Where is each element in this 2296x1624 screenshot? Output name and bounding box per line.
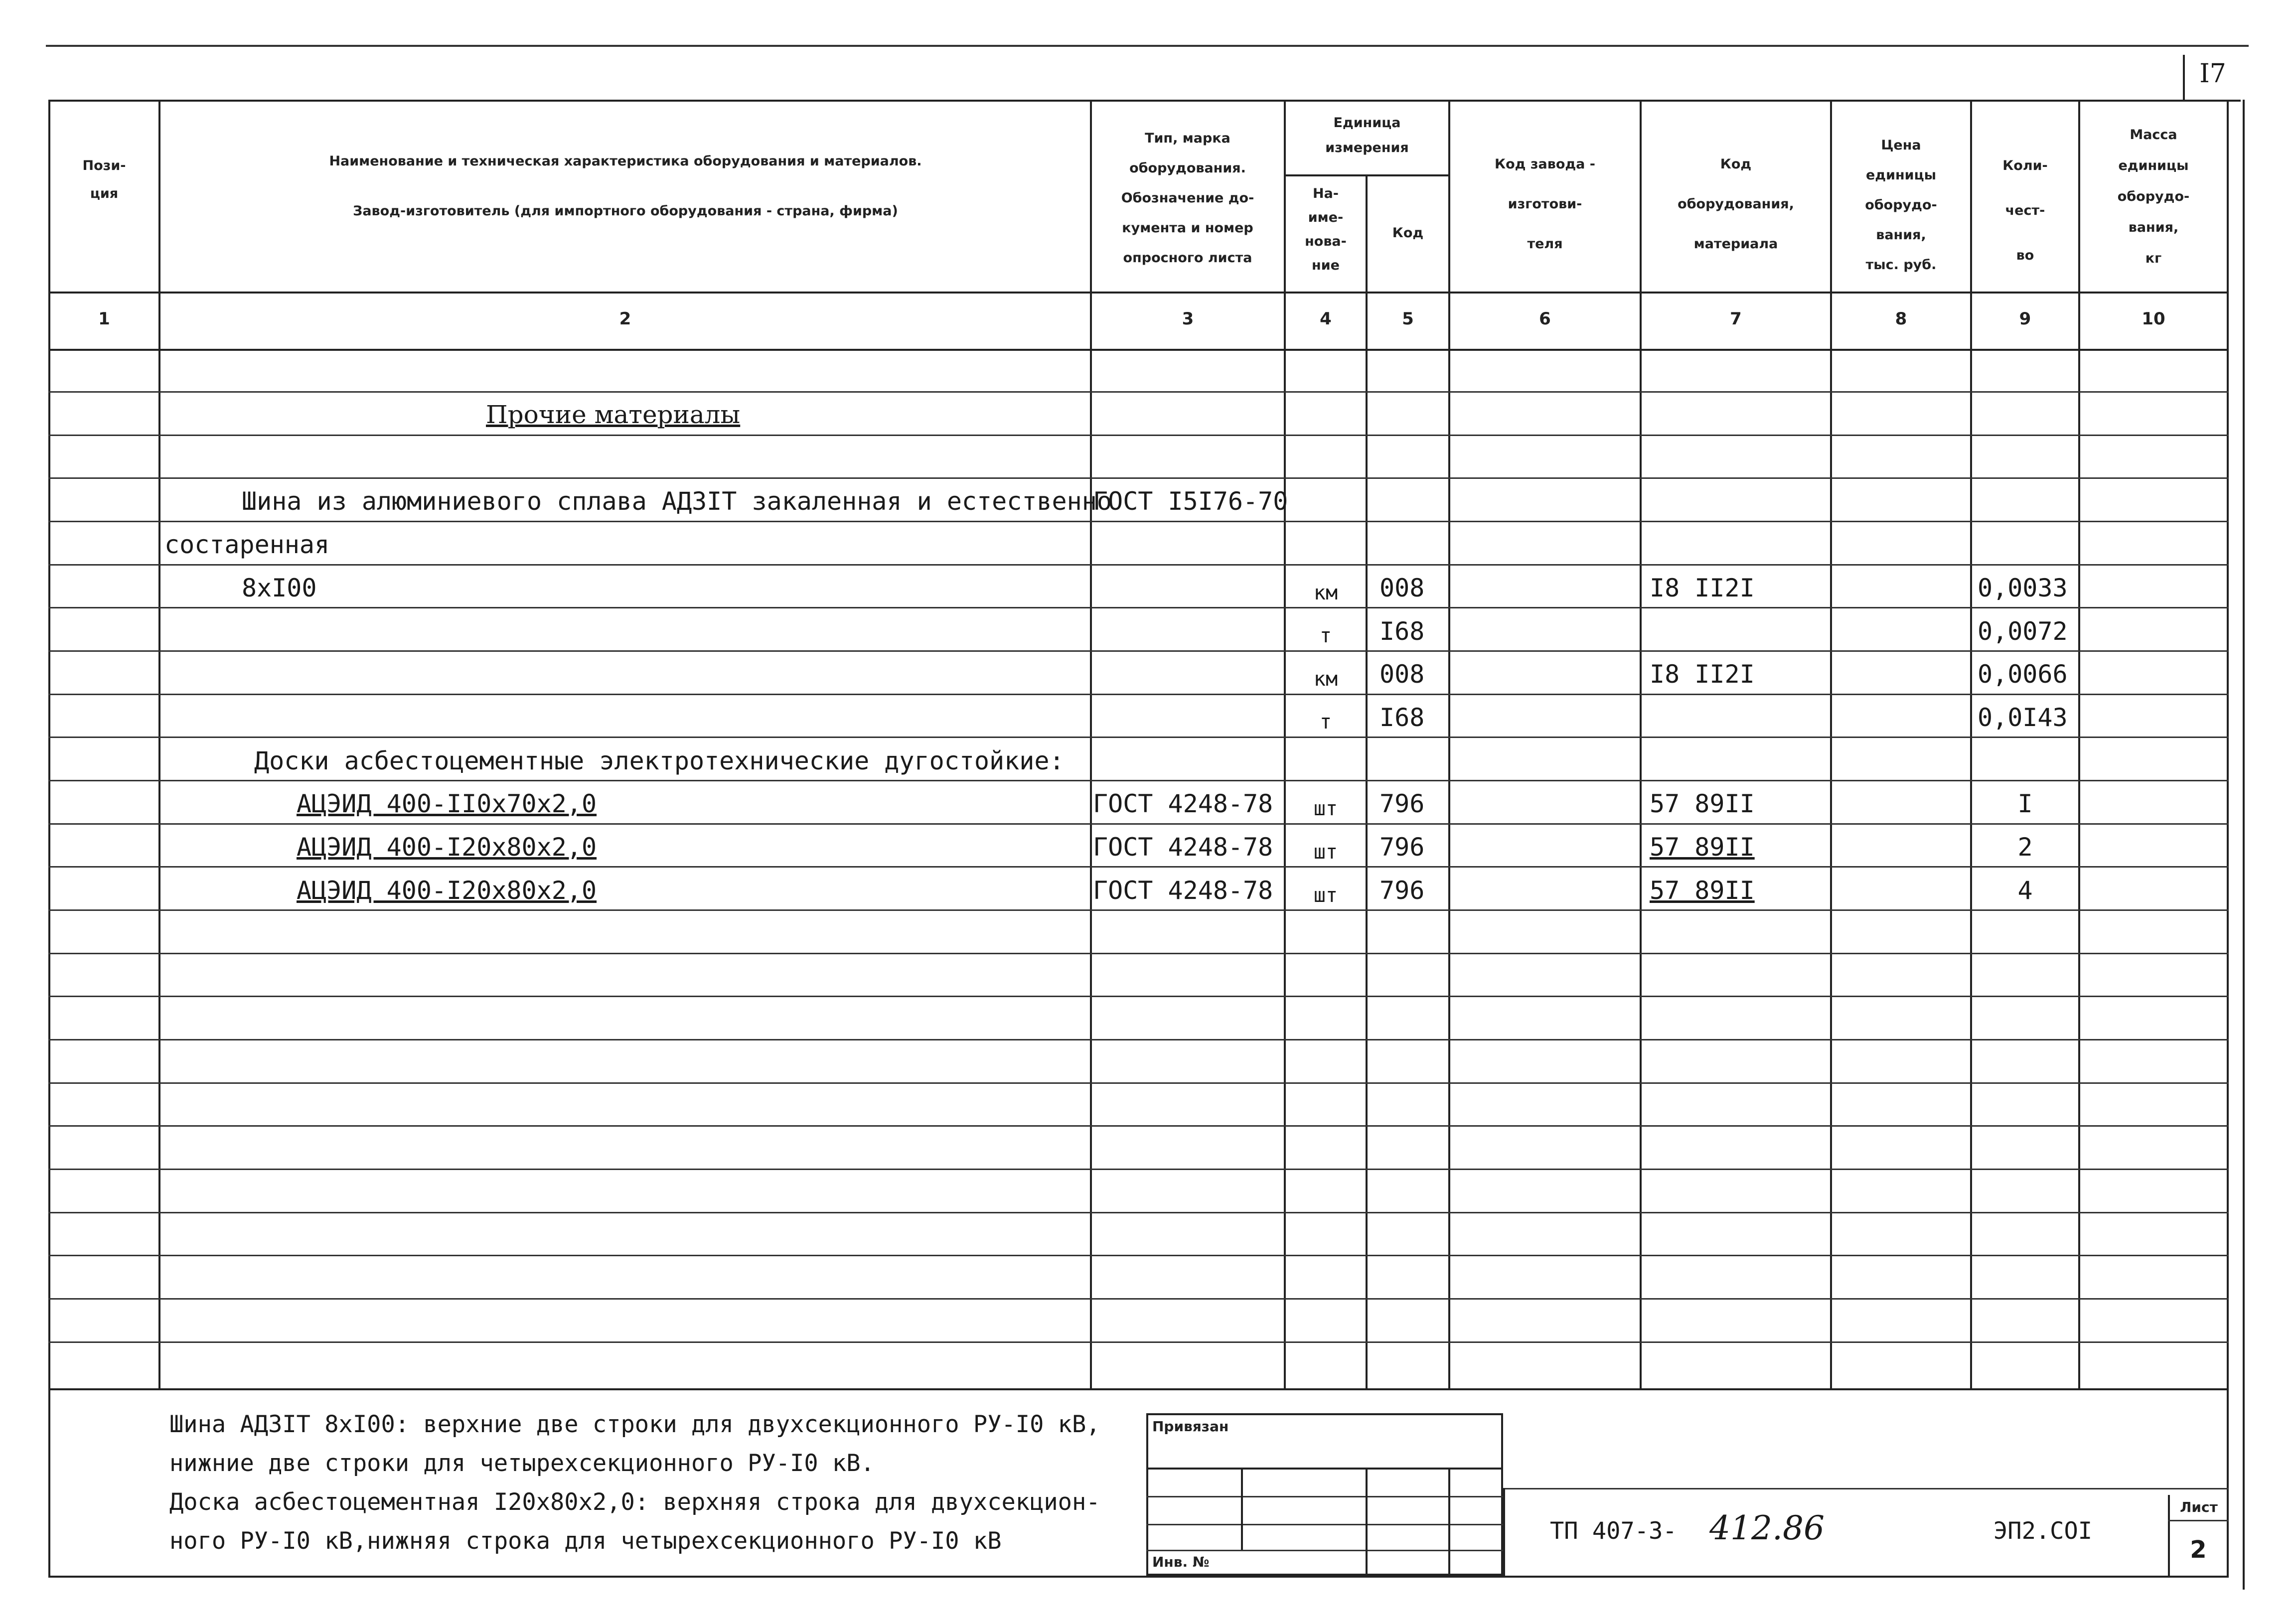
item-quantity: 0,0I43 <box>1978 703 2068 732</box>
frame-right <box>2227 100 2229 1578</box>
col-number-6: 6 <box>1539 309 1551 329</box>
unit-group-divider <box>1284 174 1450 176</box>
numbers-bottom <box>48 349 2229 351</box>
col-number-5: 5 <box>1402 309 1414 329</box>
row-line <box>48 607 2229 608</box>
row-line <box>48 780 2229 781</box>
footer-note-line: Шина АДЗIТ 8хI00: верхние две строки для двухсекционного РУ-I0 кВ, <box>169 1411 1100 1438</box>
item-name: Доски асбестоцементные электротехнические дугостойкие: <box>254 746 1065 775</box>
row-line <box>48 694 2229 695</box>
section-title: Прочие материалы <box>486 400 741 429</box>
row-line <box>48 521 2229 522</box>
item-name: АЦЭИД 400-I20х80х2,0 <box>297 833 597 862</box>
item-code: I68 <box>1379 703 1425 732</box>
footer-note-line: нижние две строки для четырехсекционного РУ-I0 кВ. <box>169 1450 875 1477</box>
col-number-4: 4 <box>1320 309 1332 329</box>
sheet-value: 2 <box>2190 1536 2207 1564</box>
footer-note-line: ного РУ-I0 кВ,нижняя строка для четырехсекционного РУ-I0 кВ <box>169 1527 1002 1555</box>
item-name: состаренная <box>164 530 330 559</box>
stamp-divider <box>1366 1468 1368 1576</box>
row-line <box>48 953 2229 954</box>
row-line <box>48 1212 2229 1213</box>
header-type-doc: Тип, марка оборудования. Обозначение до- кумента и номер опросного листа <box>1121 131 1254 266</box>
title-row-line <box>1503 1488 2229 1489</box>
item-quantity: I <box>2017 789 2033 818</box>
table-body-bottom <box>48 1388 2229 1390</box>
item-code: 008 <box>1379 574 1425 602</box>
header-unit-group: Единица измерения <box>1325 115 1409 155</box>
item-doc: ГОСТ 4248-78 <box>1093 789 1273 818</box>
sheet-label: Лист <box>2180 1499 2218 1515</box>
row-line <box>48 996 2229 997</box>
col-number-10: 10 <box>2142 309 2165 329</box>
row-line <box>48 1298 2229 1300</box>
row-line <box>48 1082 2229 1084</box>
header-factory-code: Код завода - изготови- теля <box>1495 156 1595 252</box>
row-line <box>48 564 2229 566</box>
row-line <box>48 1341 2229 1343</box>
item-unit: т <box>1319 711 1332 734</box>
header-name-line2: Завод-изготовитель (для импортного оборудования - страна, фирма) <box>353 203 898 219</box>
row-line <box>48 1255 2229 1256</box>
document-number-prefix: ТП 407-3- <box>1550 1517 1677 1545</box>
item-code: 008 <box>1379 660 1425 689</box>
header-unit-name: На- име- нова- ние <box>1305 186 1347 273</box>
item-quantity: 2 <box>2017 833 2033 862</box>
item-name: АЦЭИД 400-I20х80х2,0 <box>297 876 597 905</box>
item-doc: ГОСТ I5I76-70 <box>1093 487 1288 516</box>
row-line <box>48 477 2229 479</box>
row-line <box>48 435 2229 436</box>
item-code: 796 <box>1379 833 1425 862</box>
item-name: Шина из алюминиевого сплава АДЗIТ закаленная и естественно <box>242 487 1112 516</box>
stamp-inv-label: Инв. № <box>1152 1554 1210 1570</box>
item-name: АЦЭИД 400-II0х70х2,0 <box>297 789 597 818</box>
item-code: I68 <box>1379 617 1425 646</box>
header-price: Цена единицы оборудо- вания, тыс. руб. <box>1865 138 1937 273</box>
row-line <box>48 391 2229 393</box>
row-line <box>48 650 2229 652</box>
item-material-code: 57 89II <box>1650 789 1755 818</box>
item-quantity: 4 <box>2017 876 2033 905</box>
header-material-code: Код оборудования, материала <box>1678 156 1794 252</box>
header-quantity: Коли- чест- во <box>2002 158 2048 263</box>
item-unit: шт <box>1313 797 1338 820</box>
item-code: 796 <box>1379 876 1425 905</box>
item-material-code: 57 89II <box>1650 876 1755 905</box>
row-line <box>48 823 2229 825</box>
header-position: Пози- ция <box>82 158 126 201</box>
item-code: 796 <box>1379 789 1425 818</box>
document-code: ЭП2.СОI <box>1993 1517 2093 1545</box>
row-line <box>48 909 2229 911</box>
item-doc: ГОСТ 4248-78 <box>1093 833 1273 862</box>
header-unit-code: Код <box>1392 225 1424 241</box>
top-rule <box>46 45 2249 47</box>
item-unit: км <box>1313 668 1338 691</box>
document-number-handwritten: 412.86 <box>1709 1509 1825 1547</box>
item-material-code: I8 II2I <box>1650 660 1755 689</box>
sheet-number: I7 <box>2199 59 2226 89</box>
footer-note-line: Доска асбестоцементная I20х80х2,0: верхняя строка для двухсекцион- <box>169 1488 1100 1516</box>
item-unit: т <box>1319 624 1332 647</box>
item-unit: шт <box>1313 884 1338 907</box>
item-quantity: 0,0033 <box>1978 574 2068 602</box>
row-line <box>48 1039 2229 1040</box>
item-quantity: 0,0072 <box>1978 617 2068 646</box>
col-number-8: 8 <box>1895 309 1907 329</box>
frame-bottom <box>48 1576 2229 1578</box>
table-top-border <box>48 100 2229 102</box>
item-unit: км <box>1313 582 1338 604</box>
item-doc: ГОСТ 4248-78 <box>1093 876 1273 905</box>
col-number-1: 1 <box>98 309 110 329</box>
row-line <box>48 737 2229 738</box>
col-number-9: 9 <box>2019 309 2031 329</box>
item-material-code: I8 II2I <box>1650 574 1755 602</box>
stamp-divider <box>1448 1468 1450 1576</box>
col-number-7: 7 <box>1730 309 1742 329</box>
header-bottom <box>48 292 2229 294</box>
stamp-privyazan-label: Привязан <box>1152 1418 1229 1435</box>
header-mass: Масса единицы оборудо- вания, кг <box>2117 127 2190 266</box>
header-name-line1: Наименование и техническая характеристика оборудования и материалов. <box>329 153 922 169</box>
item-unit: шт <box>1313 841 1338 864</box>
col-line-4 <box>1366 174 1368 1390</box>
row-line <box>48 866 2229 868</box>
item-material-code: 57 89II <box>1650 833 1755 862</box>
stamp-divider <box>1241 1468 1243 1550</box>
col-number-2: 2 <box>619 309 631 329</box>
frame-right-outer <box>2243 100 2245 1590</box>
sheet-box-line <box>2168 1520 2229 1521</box>
title-left-border <box>1503 1488 1505 1576</box>
row-line <box>48 1169 2229 1170</box>
col-number-3: 3 <box>1182 309 1194 329</box>
row-line <box>48 1125 2229 1127</box>
item-quantity: 0,0066 <box>1978 660 2068 689</box>
item-name: 8хI00 <box>242 574 317 602</box>
